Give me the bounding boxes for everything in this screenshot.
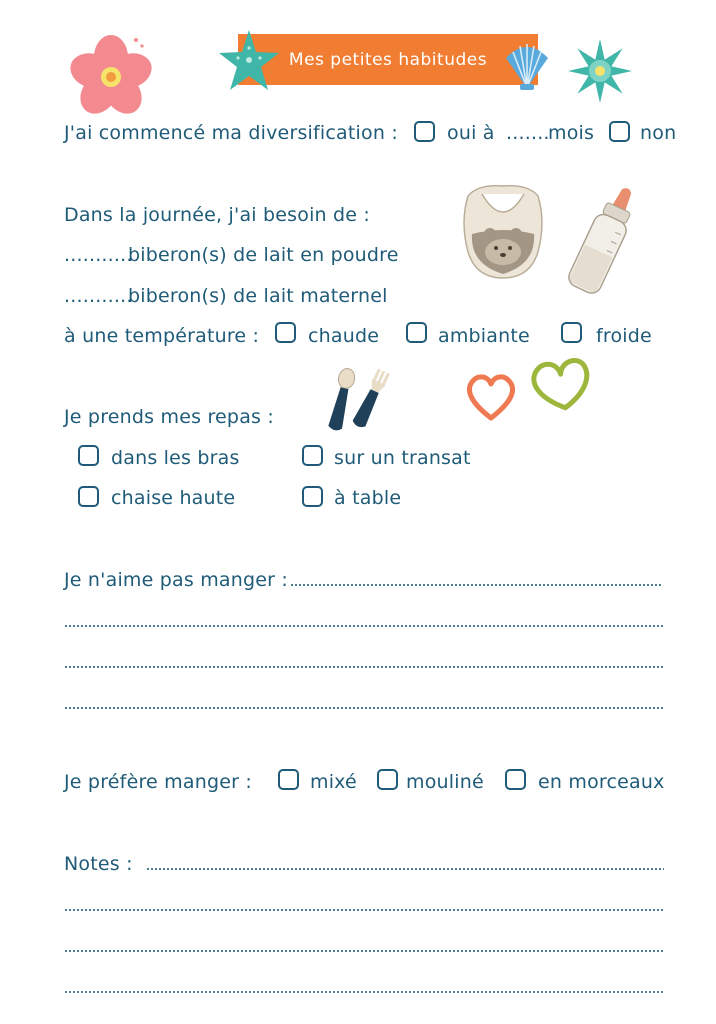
checkbox-mixe[interactable] — [278, 769, 299, 790]
diversification-question: J'ai commencé ma diversification : — [64, 122, 398, 144]
label-en-morceaux: en morceaux — [538, 771, 665, 793]
checkbox-chaise-haute[interactable] — [78, 486, 99, 507]
prefer-label: Je préfère manger : — [64, 771, 252, 793]
label-mouline: mouliné — [406, 771, 484, 793]
baby-spoon-fork-icon — [320, 366, 392, 436]
powder-milk-blank[interactable]: ........... — [64, 244, 133, 266]
dislikes-label: Je n'aime pas manger : — [64, 569, 288, 591]
label-dans-les-bras: dans les bras — [111, 447, 240, 469]
dislikes-line-1[interactable] — [290, 584, 662, 586]
label-ambiante: ambiante — [438, 325, 530, 347]
label-a-table: à table — [334, 487, 402, 509]
starfish-icon — [216, 28, 282, 94]
label-chaude: chaude — [308, 325, 380, 347]
meals-heading: Je prends mes repas : — [64, 406, 274, 428]
hearts-icon — [464, 354, 594, 424]
checkbox-en-morceaux[interactable] — [505, 769, 526, 790]
label-sur-un-transat: sur un transat — [334, 447, 471, 469]
breast-milk-blank[interactable]: ........... — [64, 285, 133, 307]
checkbox-sur-un-transat[interactable] — [302, 445, 323, 466]
temperature-label: à une température : — [64, 325, 260, 347]
months-blank[interactable]: ....... — [506, 122, 550, 144]
label-mois: mois — [548, 122, 595, 144]
notes-label: Notes : — [64, 853, 133, 875]
label-chaise-haute: chaise haute — [111, 487, 236, 509]
pink-flower-icon — [68, 32, 158, 122]
checkbox-a-table[interactable] — [302, 486, 323, 507]
day-heading: Dans la journée, j'ai besoin de : — [64, 204, 371, 226]
notes-line-1[interactable] — [146, 868, 664, 870]
checkbox-dans-les-bras[interactable] — [78, 445, 99, 466]
label-mixe: mixé — [310, 771, 357, 793]
notes-line-2[interactable] — [64, 909, 664, 911]
notes-line-4[interactable] — [64, 991, 664, 993]
checkbox-froide[interactable] — [561, 322, 582, 343]
checkbox-oui[interactable] — [414, 121, 435, 142]
checkbox-ambiante[interactable] — [406, 322, 427, 343]
checkbox-mouline[interactable] — [377, 769, 398, 790]
checkbox-non[interactable] — [609, 121, 630, 142]
checkbox-chaude[interactable] — [275, 322, 296, 343]
powder-milk-label: biberon(s) de lait en poudre — [128, 244, 399, 266]
breast-milk-label: biberon(s) de lait maternel — [128, 285, 388, 307]
dislikes-line-2[interactable] — [64, 625, 664, 627]
label-oui: oui à — [447, 122, 495, 144]
teal-flower-icon — [565, 36, 635, 106]
dislikes-line-4[interactable] — [64, 707, 664, 709]
baby-bottle-icon — [560, 182, 646, 302]
label-non: non — [640, 122, 677, 144]
dislikes-line-3[interactable] — [64, 666, 664, 668]
label-froide: froide — [596, 325, 652, 347]
seashell-icon — [498, 36, 556, 94]
notes-line-3[interactable] — [64, 950, 664, 952]
page-title: Mes petites habitudes — [288, 49, 488, 70]
baby-bib-icon — [458, 182, 548, 282]
